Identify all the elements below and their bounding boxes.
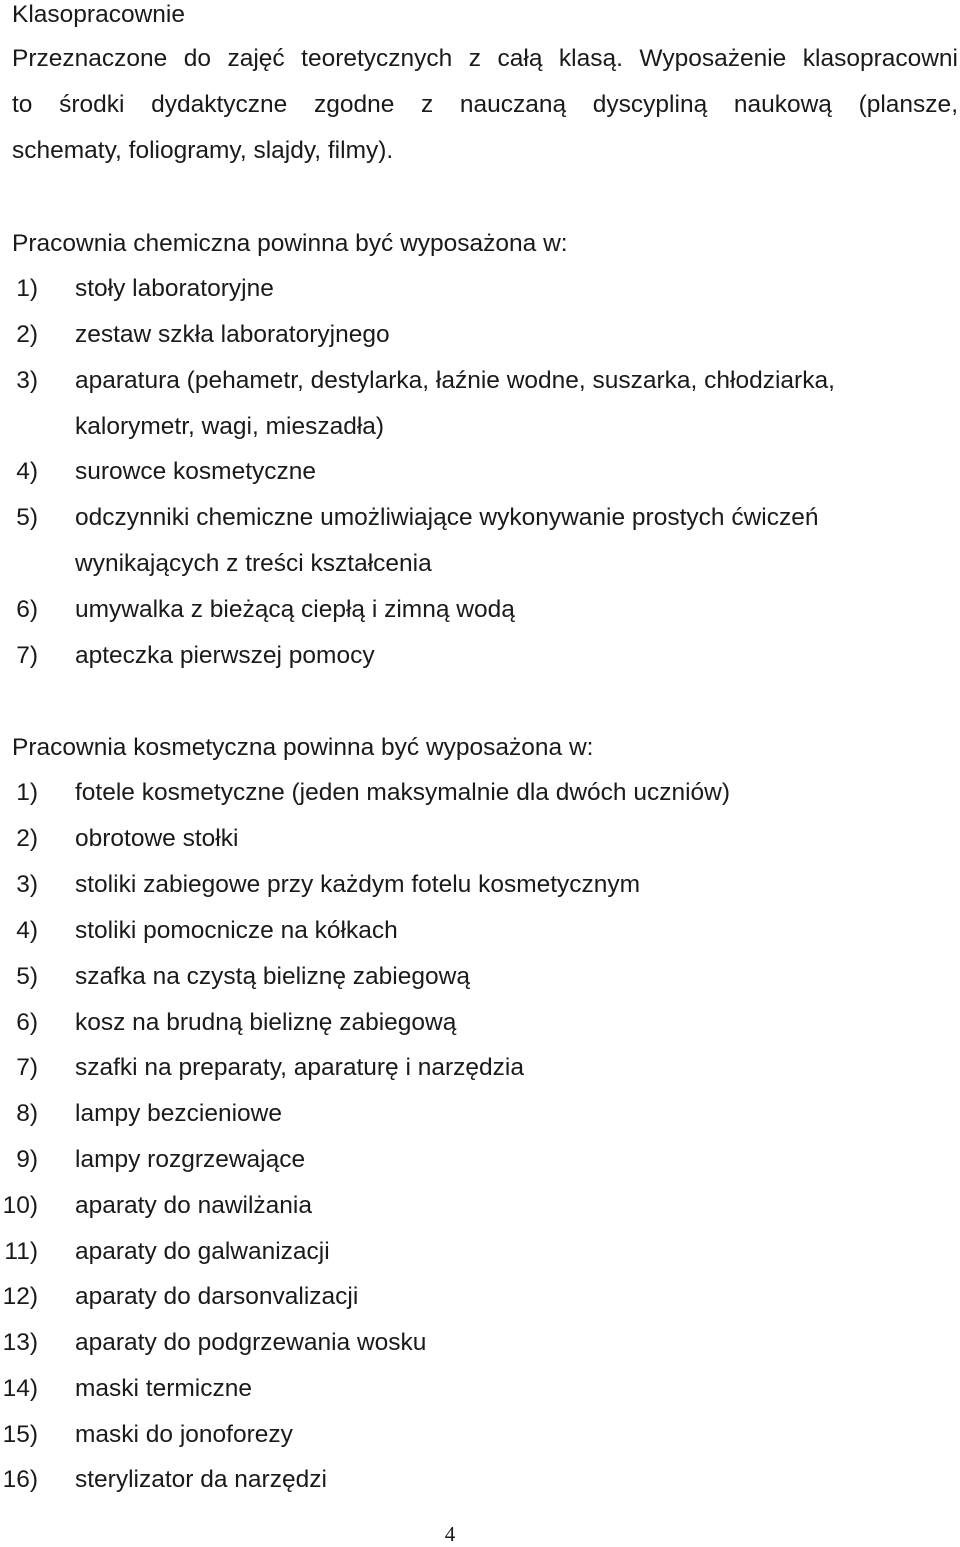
list-item-number: 8) xyxy=(16,1100,38,1127)
list-item-text: odczynniki chemiczne umożliwiające wykonywanie prostych ćwiczeń xyxy=(75,504,819,531)
list-item-text: aparaty do podgrzewania wosku xyxy=(75,1329,427,1356)
chem-list-item xyxy=(0,641,960,671)
cosmetic-list-item xyxy=(0,824,960,854)
list-item-number: 2) xyxy=(16,825,38,852)
list-item-text: aparaty do nawilżania xyxy=(75,1192,312,1219)
list-item-number: 5) xyxy=(16,504,38,531)
list-item-number: 15) xyxy=(2,1421,38,1448)
list-item-text: lampy rozgrzewające xyxy=(75,1146,306,1173)
cosmetic-list-item xyxy=(0,1191,960,1221)
list-item-text: stoliki zabiegowe przy każdym fotelu kosmetycznym xyxy=(75,871,641,898)
list-item-number: 7) xyxy=(16,642,38,669)
list-item-text: sterylizator da narzędzi xyxy=(75,1466,327,1493)
page-number: 4 xyxy=(444,1522,456,1546)
list-item-text: aparatura (pehametr, destylarka, łaźnie wodne, suszarka, chłodziarka, xyxy=(75,367,835,394)
list-item-number: 5) xyxy=(16,963,38,990)
cosmetic-lab-title: Pracownia kosmetyczna powinna być wyposażona w: xyxy=(12,734,594,761)
list-item-text: kosz na brudną bieliznę zabiegową xyxy=(75,1009,457,1036)
chem-list-item xyxy=(0,457,960,487)
chem-list-item xyxy=(0,274,960,304)
list-item-text: fotele kosmetyczne (jeden maksymalnie dla dwóch uczniów) xyxy=(75,779,730,806)
list-item-text: szafka na czystą bieliznę zabiegową xyxy=(75,963,470,990)
cosmetic-list-item xyxy=(0,1008,960,1038)
cosmetic-list-item xyxy=(0,916,960,946)
list-item-text: obrotowe stołki xyxy=(75,825,239,852)
list-item-number: 7) xyxy=(16,1054,38,1081)
list-item-number: 16) xyxy=(2,1466,38,1493)
section-heading: Klasopracownie xyxy=(12,1,185,28)
list-item-number: 6) xyxy=(16,1009,38,1036)
intro-paragraph-line-2: to środki dydaktyczne zgodne z nauczaną dyscypliną naukową (plansze, xyxy=(12,91,958,118)
list-item-text: szafki na preparaty, aparaturę i narzędzia xyxy=(75,1054,524,1081)
list-item-continuation: wynikających z treści kształcenia xyxy=(75,550,432,577)
list-item-text: stoły laboratoryjne xyxy=(75,275,274,302)
cosmetic-list-item xyxy=(0,962,960,992)
cosmetic-list-item xyxy=(0,1420,960,1450)
cosmetic-list-item xyxy=(0,1145,960,1175)
list-item-number: 4) xyxy=(16,917,38,944)
list-item-text: maski termiczne xyxy=(75,1375,252,1402)
chem-list-item xyxy=(0,366,960,396)
chem-list-item xyxy=(0,595,960,625)
intro-paragraph-line-1: Przeznaczone do zajęć teoretycznych z całą klasą. Wyposażenie klasopracowni xyxy=(12,45,958,72)
chem-lab-title: Pracownia chemiczna powinna być wyposażona w: xyxy=(12,230,568,257)
list-item-number: 3) xyxy=(16,871,38,898)
cosmetic-list-item xyxy=(0,778,960,808)
list-item-number: 11) xyxy=(4,1238,38,1265)
list-item-number: 6) xyxy=(16,596,38,623)
intro-paragraph-line-3: schematy, foliogramy, slajdy, filmy). xyxy=(12,137,394,164)
list-item-text: apteczka pierwszej pomocy xyxy=(75,642,375,669)
cosmetic-list-item xyxy=(0,1237,960,1267)
chem-list-item xyxy=(0,320,960,350)
list-item-number: 3) xyxy=(16,367,38,394)
cosmetic-list-item xyxy=(0,1053,960,1083)
list-item-number: 12) xyxy=(2,1283,38,1310)
cosmetic-list-item xyxy=(0,1465,960,1495)
list-item-number: 1) xyxy=(16,275,38,302)
cosmetic-list-item xyxy=(0,870,960,900)
cosmetic-list-item xyxy=(0,1282,960,1312)
list-item-number: 13) xyxy=(2,1329,38,1356)
list-item-continuation: kalorymetr, wagi, mieszadła) xyxy=(75,413,385,440)
cosmetic-list-item xyxy=(0,1328,960,1358)
list-item-text: surowce kosmetyczne xyxy=(75,458,317,485)
list-item-number: 9) xyxy=(16,1146,38,1173)
cosmetic-list-item xyxy=(0,1099,960,1129)
chem-list-item xyxy=(0,503,960,533)
cosmetic-list-item xyxy=(0,1374,960,1404)
list-item-number: 4) xyxy=(16,458,38,485)
list-item-text: lampy bezcieniowe xyxy=(75,1100,282,1127)
list-item-number: 1) xyxy=(16,779,38,806)
list-item-text: aparaty do galwanizacji xyxy=(75,1238,330,1265)
list-item-number: 10) xyxy=(2,1192,38,1219)
list-item-text: zestaw szkła laboratoryjnego xyxy=(75,321,390,348)
list-item-text: umywalka z bieżącą ciepłą i zimną wodą xyxy=(75,596,515,623)
list-item-number: 2) xyxy=(16,321,38,348)
list-item-text: aparaty do darsonvalizacji xyxy=(75,1283,359,1310)
list-item-text: maski do jonoforezy xyxy=(75,1421,293,1448)
list-item-number: 14) xyxy=(2,1375,38,1402)
list-item-text: stoliki pomocnicze na kółkach xyxy=(75,917,398,944)
